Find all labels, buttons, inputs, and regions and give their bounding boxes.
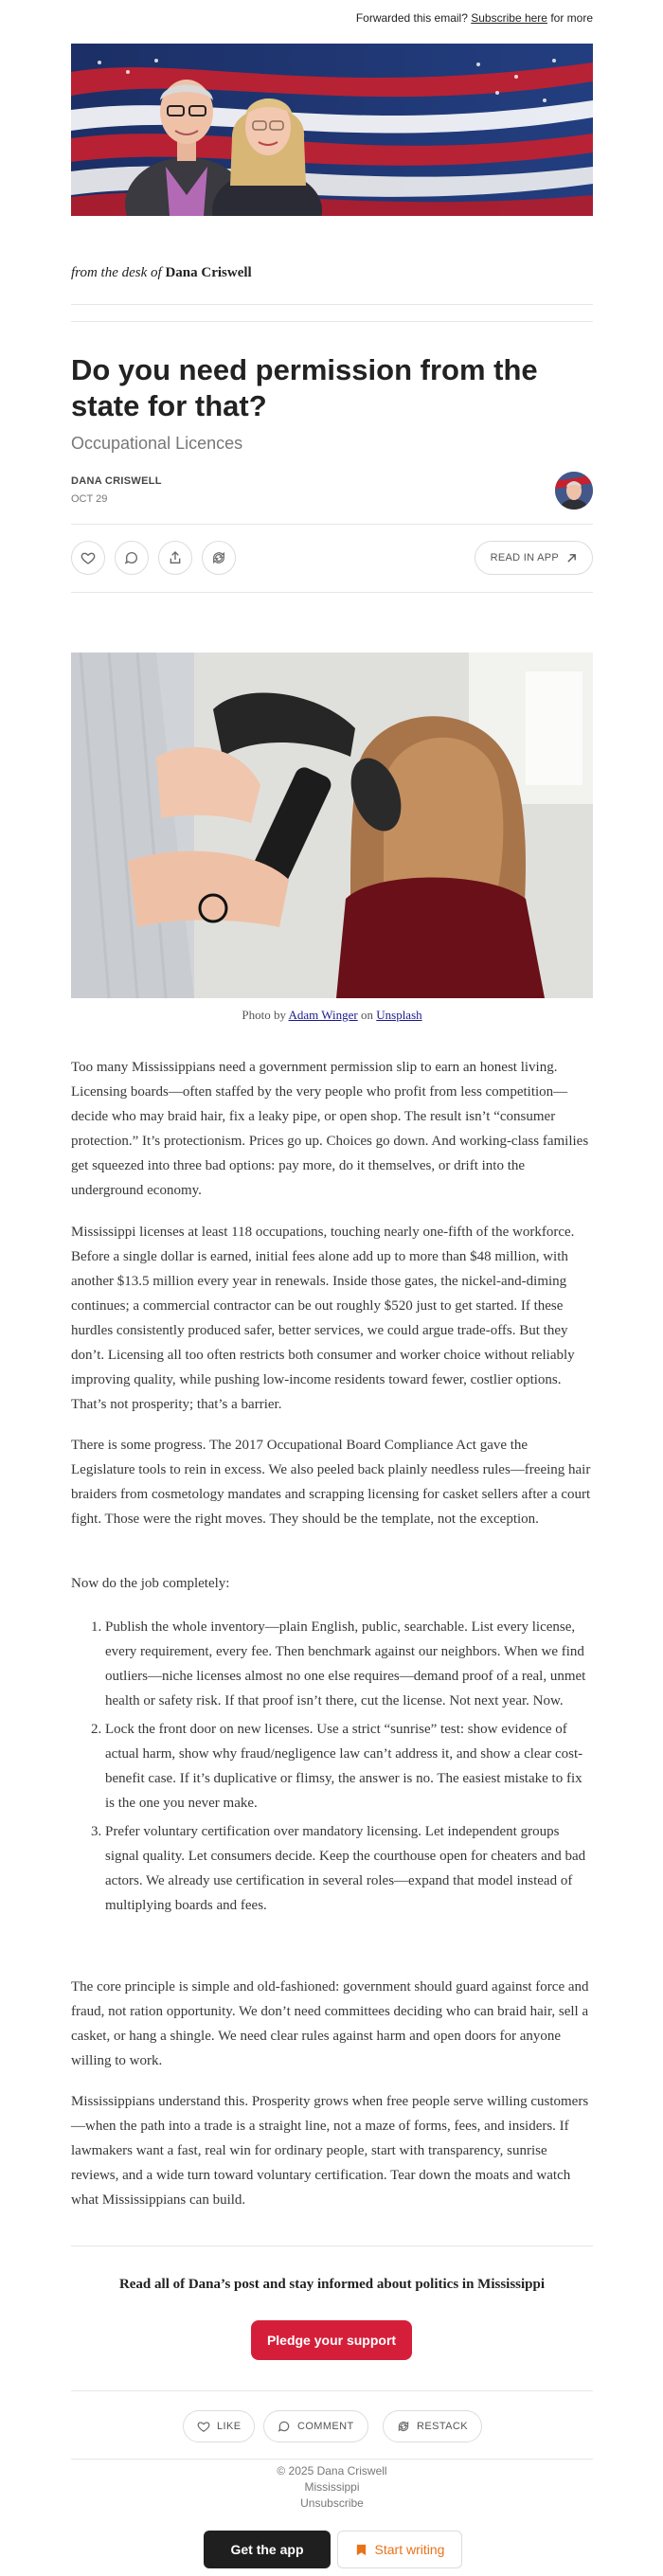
body-paragraph: Too many Mississippians need a government permission slip to earn an honest living. Licensing boards—often staffed by the very people who profit from less competition—decide who may braid hair, fix a leaky pipe, or open shop. The result isn’t “consumer protection.” It’s protectionism. Prices go up. Choices go down. And working-class families get squeezed into three bad options: pay more, do it themselves, or drift into the underground economy. xyxy=(71,1060,589,1198)
divider xyxy=(71,2245,593,2246)
subscribe-link[interactable]: Subscribe here xyxy=(471,11,547,25)
desk-line xyxy=(71,265,593,281)
list-item: 1. Publish the whole inventory—plain English, public, searchable. List every license, every requirement, every fee. Then benchmark against our neighbors. When we find outliers—niche licenses almost no one else requires—demand proof of a real, unmet health or safety risk. If that proof isn’t there, cut the license. Not next year. Now. xyxy=(105,1615,593,1713)
photo-caption xyxy=(71,1008,593,1023)
body-paragraph: Mississippians understand this. Prosperity grows when free people serve willing customers—when the path into a trade is a straight line, not a maze of forms, fees, and insiders. If lawmakers want a fast, real win for ordinary people, start with transparency, sunrise reviews, and a wide turn toward voluntary certification. Tear down the moats and watch what Mississippians can build. xyxy=(71,2094,589,2208)
read-in-app-label: READ IN APP xyxy=(490,552,559,564)
unsplash-link[interactable]: Unsplash xyxy=(376,1008,422,1022)
body-paragraph: Now do the job completely: xyxy=(71,1576,230,1591)
body-paragraph: There is some progress. The 2017 Occupational Board Compliance Act gave the Legislature tools to rein in excess. We also peeled back plainly needless rules—freeing hair braiders from cosmetology mandates and scrapping licensing for casket sellers after a court fight. Those were the right moves. They should be the template, not the exception. xyxy=(71,1438,591,1527)
like-button[interactable] xyxy=(71,541,105,575)
heart-icon xyxy=(197,2420,210,2433)
author-name[interactable]: DANA CRISWELL xyxy=(71,475,162,487)
arrow-up-right-icon xyxy=(566,553,577,564)
desk-prefix: from the desk of xyxy=(71,265,162,280)
divider xyxy=(71,2459,593,2460)
desk-name[interactable]: Dana Criswell xyxy=(165,265,252,280)
cta-heading: Read all of Dana’s post and stay informed about politics in Mississippi xyxy=(118,2277,546,2292)
comment-button[interactable] xyxy=(115,541,149,575)
comment-icon xyxy=(124,550,139,565)
restack-button[interactable] xyxy=(202,541,236,575)
share-button[interactable] xyxy=(158,541,192,575)
divider xyxy=(71,2390,593,2391)
unsubscribe-link[interactable]: Unsubscribe xyxy=(300,2496,364,2510)
caption-mid: on xyxy=(361,1008,373,1022)
post-subtitle: Occupational Licences xyxy=(71,434,243,453)
list-item: 2. Lock the front door on new licenses. Use a strict “sunrise” test: show evidence of actual harm, show why fraud/negligence law can’t address it, and show a clear cost-benefit case. If it’s duplicative or flimsy, the answer is no. The easiest mistake to fix is the one you never make. xyxy=(105,1717,593,1816)
restack-pill-button[interactable] xyxy=(383,2410,482,2442)
like-label: LIKE xyxy=(217,2421,242,2432)
divider xyxy=(71,592,593,593)
body-paragraph: Mississippi licenses at least 118 occupations, touching nearly one-fifth of the workforce. Before a single dollar is earned, initial fees alone add up to more than $48 million, with another $13.5 million every year in renewals. Inside those gates, the nickel-and-diming continues; a commercial contractor can be out roughly $520 just to get started. If these hurdles consistently produced safer, better services, we could argue trade-offs. But they don’t. Licensing all too often restricts both consumer and worker choice without reliably improving quality, while pushing low-income residents toward fewer, costlier options. That’s not prosperity; that’s a barrier. xyxy=(71,1225,575,1412)
forwarded-suffix: for more xyxy=(550,11,593,25)
forwarded-prefix: Forwarded this email? xyxy=(355,11,468,25)
read-in-app-button[interactable] xyxy=(475,541,593,575)
share-icon xyxy=(168,550,183,565)
comment-icon xyxy=(278,2420,291,2433)
restack-label: RESTACK xyxy=(417,2421,468,2432)
bookmark-icon xyxy=(355,2544,367,2556)
post-title[interactable]: Do you need permission from the state for that? xyxy=(71,353,538,422)
get-app-button[interactable]: Get the app xyxy=(204,2531,331,2568)
comment-pill-button[interactable] xyxy=(263,2410,368,2442)
restack-icon xyxy=(397,2420,410,2433)
start-writing-button[interactable] xyxy=(337,2531,462,2568)
like-pill-button[interactable] xyxy=(183,2410,255,2442)
divider xyxy=(71,321,593,322)
post-date: OCT 29 xyxy=(71,493,108,505)
footer-location: Mississippi xyxy=(304,2480,360,2494)
restack-icon xyxy=(211,550,226,565)
divider xyxy=(71,304,593,305)
author-avatar[interactable] xyxy=(555,472,593,510)
post-actions xyxy=(71,541,593,575)
heart-icon xyxy=(81,550,96,565)
header-banner-image[interactable] xyxy=(71,44,593,216)
caption-prefix: Photo by xyxy=(242,1008,286,1022)
footer-copyright: © 2025 Dana Criswell xyxy=(277,2464,387,2478)
start-writing-label: Start writing xyxy=(374,2542,445,2557)
divider xyxy=(71,524,593,525)
list-item: 3. Prefer voluntary certification over mandatory licensing. Let independent groups signal quality. Let consumers decide. Keep the courthouse open for cheaters and bad actors. We already use certification in several roles—expand that model instead of multiplying boards and fees. xyxy=(105,1819,593,1918)
body-paragraph: The core principle is simple and old-fashioned: government should guard against force and fraud, not ration opportunity. We don’t need committees deciding who can braid hair, sell a casket, or hang a shingle. We need clear rules against harm and open doors for anyone willing to work. xyxy=(71,1979,589,2068)
forwarded-notice xyxy=(356,11,593,25)
pledge-support-button[interactable]: Pledge your support xyxy=(251,2320,412,2360)
article-photo[interactable] xyxy=(71,653,593,998)
comment-label: COMMENT xyxy=(297,2421,354,2432)
photographer-link[interactable]: Adam Winger xyxy=(288,1008,358,1022)
action-list xyxy=(71,1615,593,1922)
